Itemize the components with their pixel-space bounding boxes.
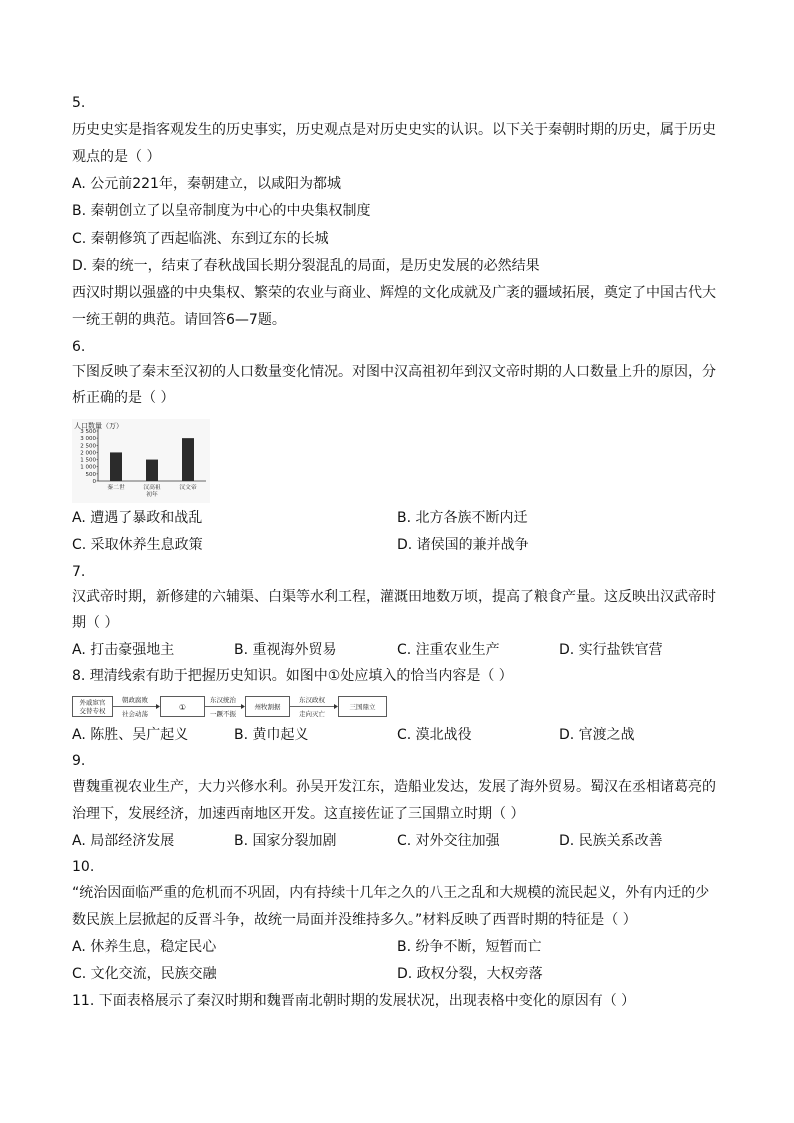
chart-x-tick-label: 秦二世 <box>107 485 125 491</box>
q9-number: 9. <box>72 753 86 769</box>
q9-option-d: D. 民族关系改善 <box>559 833 663 849</box>
q8-option-c: C. 漠北战役 <box>397 727 472 743</box>
flow-blank-marker: ① <box>178 703 187 712</box>
intro-6-7-line1: 西汉时期以强盛的中央集权、繁荣的农业与商业、辉煌的文化成就及广袤的疆域拓展，奠定了中国古代大 <box>72 285 716 301</box>
q6-option-c: C. 采取休养生息政策 <box>72 537 203 553</box>
q10-option-d: D. 政权分裂，大权旁落 <box>397 966 543 982</box>
q9-option-c: C. 对外交往加强 <box>397 833 500 849</box>
flow-label-3-top: 东汉政权 <box>299 696 325 704</box>
q9-option-b: B. 国家分裂加剧 <box>234 833 337 849</box>
q7-option-c: C. 注重农业生产 <box>397 642 500 658</box>
flow-label-2-top: 东汉统治 <box>210 696 236 704</box>
flow-arrow-1-head <box>156 704 160 709</box>
q5-stem-line2: 观点的是（ ） <box>72 149 161 165</box>
q6-stem-line2: 析正确的是（ ） <box>72 390 175 406</box>
flow-box-5-label: 三国鼎立 <box>349 703 376 711</box>
intro-6-7-line2: 一统王朝的典范。请回答6—7题。 <box>72 312 286 328</box>
chart-y-tick-label: 3 000 <box>80 436 96 443</box>
chart-x-tick-label: 初年 <box>146 492 158 498</box>
chart-y-tick-label: 0 <box>92 479 96 485</box>
q5-option-c: C. 秦朝修筑了西起临洮、东到辽东的长城 <box>72 231 329 247</box>
flow-label-2-bottom: 一蹶不振 <box>210 710 236 718</box>
flow-label-1-top: 朝政腐败 <box>122 696 148 704</box>
q6-option-a: A. 遭遇了暴政和战乱 <box>72 510 203 526</box>
chart-bar <box>110 452 122 481</box>
q10-option-c: C. 文化交流，民族交融 <box>72 966 217 982</box>
q7-number: 7. <box>72 564 86 580</box>
q7-option-d: D. 实行盐铁官营 <box>559 642 663 658</box>
q8-option-d: D. 官渡之战 <box>559 727 635 743</box>
chart-y-tick-label: 1 000 <box>80 464 96 471</box>
q6-option-b: B. 北方各族不断内迁 <box>397 510 528 526</box>
flow-arrow-3-head <box>334 704 338 709</box>
q5-stem-line1: 历史史实是指客观发生的历史事实，历史观点是对历史史实的认识。以下关于秦朝时期的历史，属于历史 <box>72 122 716 138</box>
q10-stem-line2: 数民族上层掀起的反晋斗争，故统一局面并没维持多久。”材料反映了西晋时期的特征是（ ） <box>72 912 637 928</box>
chart-bar <box>182 438 194 481</box>
q11-stem: 11. 下面表格展示了秦汉时期和魏晋南北朝时期的发展状况，出现表格中变化的原因有（ ） <box>72 993 636 1009</box>
q8-stem: 8. 理清线索有助于把握历史知识。如图中①处应填入的恰当内容是（ ） <box>72 668 513 684</box>
flow-box-4-label: 州牧割据 <box>254 703 281 711</box>
q7-stem-line2: 期（ ） <box>72 615 119 631</box>
q7-stem-line1: 汉武帝时期，新修建的六辅渠、白渠等水利工程，灌溉田地数万顷，提高了粮食产量。这反映出汉武帝时 <box>72 589 716 605</box>
q9-option-a: A. 局部经济发展 <box>72 833 175 849</box>
q6-option-d: D. 诸侯国的兼并战争 <box>397 537 529 553</box>
chart-y-tick-label: 1 500 <box>80 457 96 464</box>
flow-box-1-line2: 交替专权 <box>79 707 106 715</box>
flow-box-1-line1: 外戚宦官 <box>79 698 106 707</box>
flow-arrow-2-head <box>241 704 245 709</box>
q10-option-a: A. 休养生息，稳定民心 <box>72 939 217 955</box>
chart-bar <box>146 460 158 481</box>
chart-x-tick-label: 汉文帝 <box>179 485 197 491</box>
chart-y-tick-label: 2 000 <box>80 450 96 457</box>
q7-option-a: A. 打击豪强地主 <box>72 642 175 658</box>
q9-stem-line2: 治理下，发展经济，加速西南地区开发。这直接佐证了三国鼎立时期（ ） <box>72 806 525 822</box>
q5-option-d: D. 秦的统一，结束了春秋战国长期分裂混乱的局面，是历史发展的必然结果 <box>72 258 540 274</box>
q6-stem-line1: 下图反映了秦末至汉初的人口数量变化情况。对图中汉高祖初年到汉文帝时期的人口数量上升的原因，分 <box>72 364 716 380</box>
chart-y-tick-label: 2 500 <box>80 443 96 450</box>
q6-number: 6. <box>72 339 86 355</box>
q5-number: 5. <box>72 95 86 111</box>
q9-stem-line1: 曹魏重视农业生产，大力兴修水利。孙吴开发江东，造船业发达，发展了海外贸易。蜀汉在丞相诸葛亮的 <box>72 779 716 795</box>
q10-stem-line1: “统治因面临严重的危机而不巩固，内有持续十几年之久的八王之乱和大规模的流民起义，外有内迁的少 <box>72 885 710 901</box>
q10-number: 10. <box>72 859 95 875</box>
flow-label-3-bottom: 走向灭亡 <box>299 710 325 718</box>
q8-option-b: B. 黄巾起义 <box>234 727 309 743</box>
q5-option-a: A. 公元前221年，秦朝建立，以咸阳为都城 <box>72 176 341 192</box>
chart-y-tick-label: 500 <box>85 471 96 478</box>
chart-x-tick-label: 汉高祖 <box>143 485 161 491</box>
population-bar-chart <box>72 419 210 503</box>
chart-y-tick-label: 3 500 <box>80 429 96 435</box>
q8-option-a: A. 陈胜、吴广起义 <box>72 727 189 743</box>
flow-label-1-bottom: 社会动荡 <box>122 710 148 718</box>
q10-option-b: B. 纷争不断，短暂而亡 <box>397 939 542 955</box>
q5-option-b: B. 秦朝创立了以皇帝制度为中心的中央集权制度 <box>72 203 371 219</box>
q7-option-b: B. 重视海外贸易 <box>234 642 337 658</box>
chart-y-label: 人口数量（万） <box>74 422 123 430</box>
q8-flow-diagram <box>72 693 392 719</box>
